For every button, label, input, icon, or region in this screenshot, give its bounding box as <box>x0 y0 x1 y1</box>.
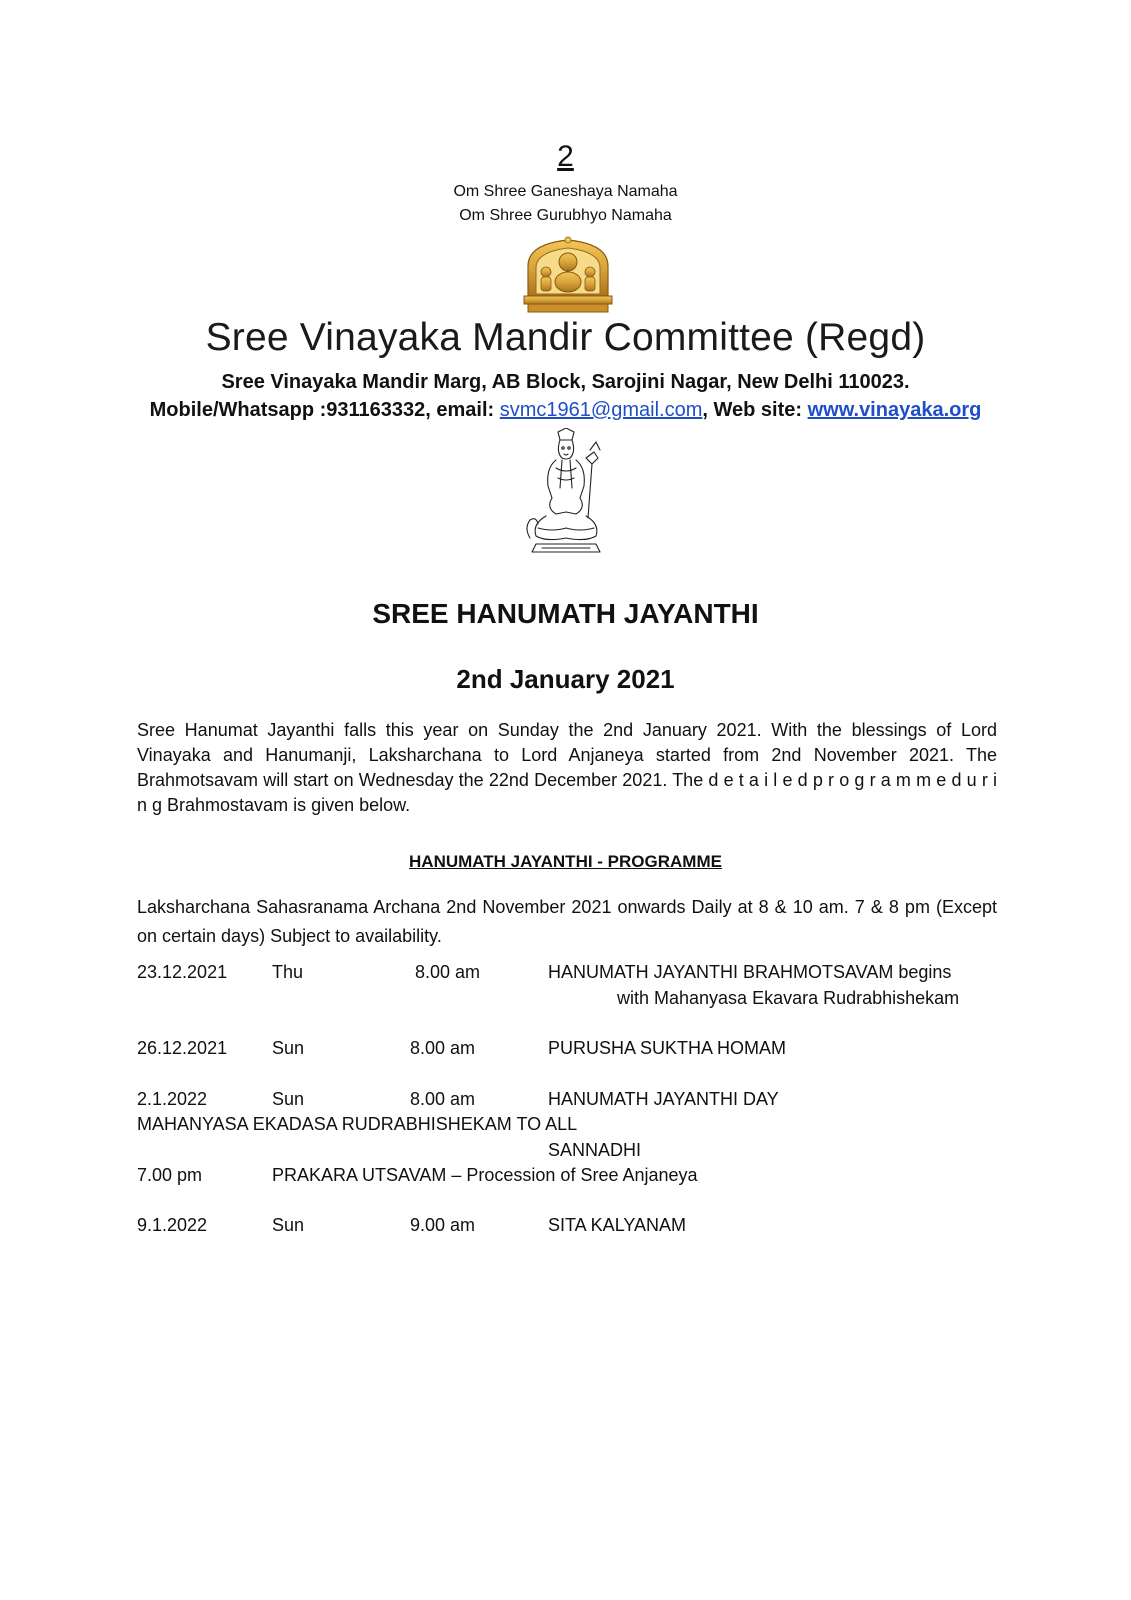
row-1-event-continued: with Mahanyasa Ekavara Rudrabhishekam <box>617 988 960 1008</box>
row-1-time: 8.00 am <box>415 962 481 982</box>
organization-name: Sree Vinayaka Mandir Committee (Regd) <box>205 316 926 359</box>
website-link[interactable]: www.vinayaka.org <box>807 399 982 421</box>
archana-paragraph: Laksharchana Sahasranama Archana 2nd November 2021 onwards Daily at 8 & 10 am. 7 & 8 pm (Except on certain days) Subject to availability. <box>137 897 997 946</box>
row-4-date: 9.1.2022 <box>137 1215 208 1235</box>
row-2-event: PURUSHA SUKTHA HOMAM <box>548 1038 787 1058</box>
event-date: 2nd January 2021 <box>456 664 675 694</box>
hanuman-drawing-icon <box>516 428 616 558</box>
invocation-ganesha: Om Shree Ganeshaya Namaha <box>453 183 678 200</box>
intro-paragraph: Sree Hanumat Jayanthi falls this year on Sunday the 2nd January 2021. With the blessings of Lord Vinayaka and Hanumanji, Laksharchana to Lord Anjaneya started from 2nd November 2021. The Brahmotsavam will start on Wednesday the 22nd December 2021. The d e t a i l e d p r o g r a m m e d u r i n g Brahmostavam is given below. <box>137 720 997 815</box>
row-3-evening-event: PRAKARA UTSAVAM – Procession of Sree Anjaneya <box>272 1165 698 1185</box>
row-2-day: Sun <box>272 1038 305 1058</box>
email-link[interactable]: svmc1961@gmail.com <box>499 399 703 421</box>
row-4-event: SITA KALYANAM <box>548 1215 687 1235</box>
row-3-event-line2: MAHANYASA EKADASA RUDRABHISHEKAM TO ALL <box>137 1114 578 1134</box>
page-number: 2 <box>557 140 574 173</box>
invocation-guru: Om Shree Gurubhyo Namaha <box>459 207 672 224</box>
row-4-day: Sun <box>272 1215 305 1235</box>
row-1-day: Thu <box>272 962 304 982</box>
row-3-date: 2.1.2022 <box>137 1089 208 1109</box>
row-2-time: 8.00 am <box>410 1038 476 1058</box>
event-title: SREE HANUMATH JAYANTHI <box>372 598 759 629</box>
mobile-label: Mobile/Whatsapp :931163332, email: <box>149 399 500 421</box>
row-3-time: 8.00 am <box>410 1089 476 1109</box>
row-2-date: 26.12.2021 <box>137 1038 228 1058</box>
organization-address: Sree Vinayaka Mandir Marg, AB Block, Sarojini Nagar, New Delhi 110023. <box>221 371 910 393</box>
programme-heading: HANUMATH JAYANTHI - PROGRAMME <box>409 852 722 871</box>
row-1-event: HANUMATH JAYANTHI BRAHMOTSAVAM begins <box>548 962 952 982</box>
row-4-time: 9.00 am <box>410 1215 476 1235</box>
row-3-event: HANUMATH JAYANTHI DAY <box>548 1089 779 1109</box>
row-3-evening-time: 7.00 pm <box>137 1165 203 1185</box>
row-1-date: 23.12.2021 <box>137 962 228 982</box>
contact-line <box>0 399 1131 422</box>
row-3-event-line3: SANNADHI <box>548 1140 642 1160</box>
ganesha-logo-icon <box>522 236 614 314</box>
website-label: , Web site: <box>702 399 808 421</box>
row-3-day: Sun <box>272 1089 305 1109</box>
